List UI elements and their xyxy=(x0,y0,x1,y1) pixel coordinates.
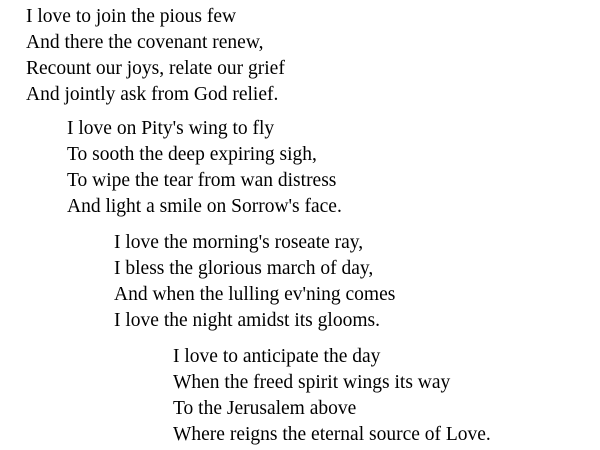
poem-line: When the freed spirit wings its way xyxy=(173,372,451,393)
poem-line: To sooth the deep expiring sigh, xyxy=(67,144,317,165)
poem-line: And when the lulling ev'ning comes xyxy=(114,284,396,305)
poem-line: Recount our joys, relate our grief xyxy=(26,58,285,79)
stanza-3 xyxy=(114,230,395,334)
poem-line: I bless the glorious march of day, xyxy=(114,258,374,279)
poem-line: To the Jerusalem above xyxy=(173,398,357,419)
stanza-1 xyxy=(26,4,285,108)
poem-line: And jointly ask from God relief. xyxy=(26,84,279,105)
poem-line: And light a smile on Sorrow's face. xyxy=(67,196,342,217)
poem-line: I love to join the pious few xyxy=(26,6,237,27)
poem-line: To wipe the tear from wan distress xyxy=(67,170,337,191)
poem-line: I love on Pity's wing to fly xyxy=(67,118,275,139)
poem-line: I love to anticipate the day xyxy=(173,346,381,367)
poem-line: I love the morning's roseate ray, xyxy=(114,232,364,253)
poem-line: I love the night amidst its glooms. xyxy=(114,310,380,331)
poem-line: And there the covenant renew, xyxy=(26,32,264,53)
stanza-2 xyxy=(67,116,342,220)
poem-line: Where reigns the eternal source of Love. xyxy=(173,424,491,445)
stanza-4 xyxy=(173,344,491,448)
